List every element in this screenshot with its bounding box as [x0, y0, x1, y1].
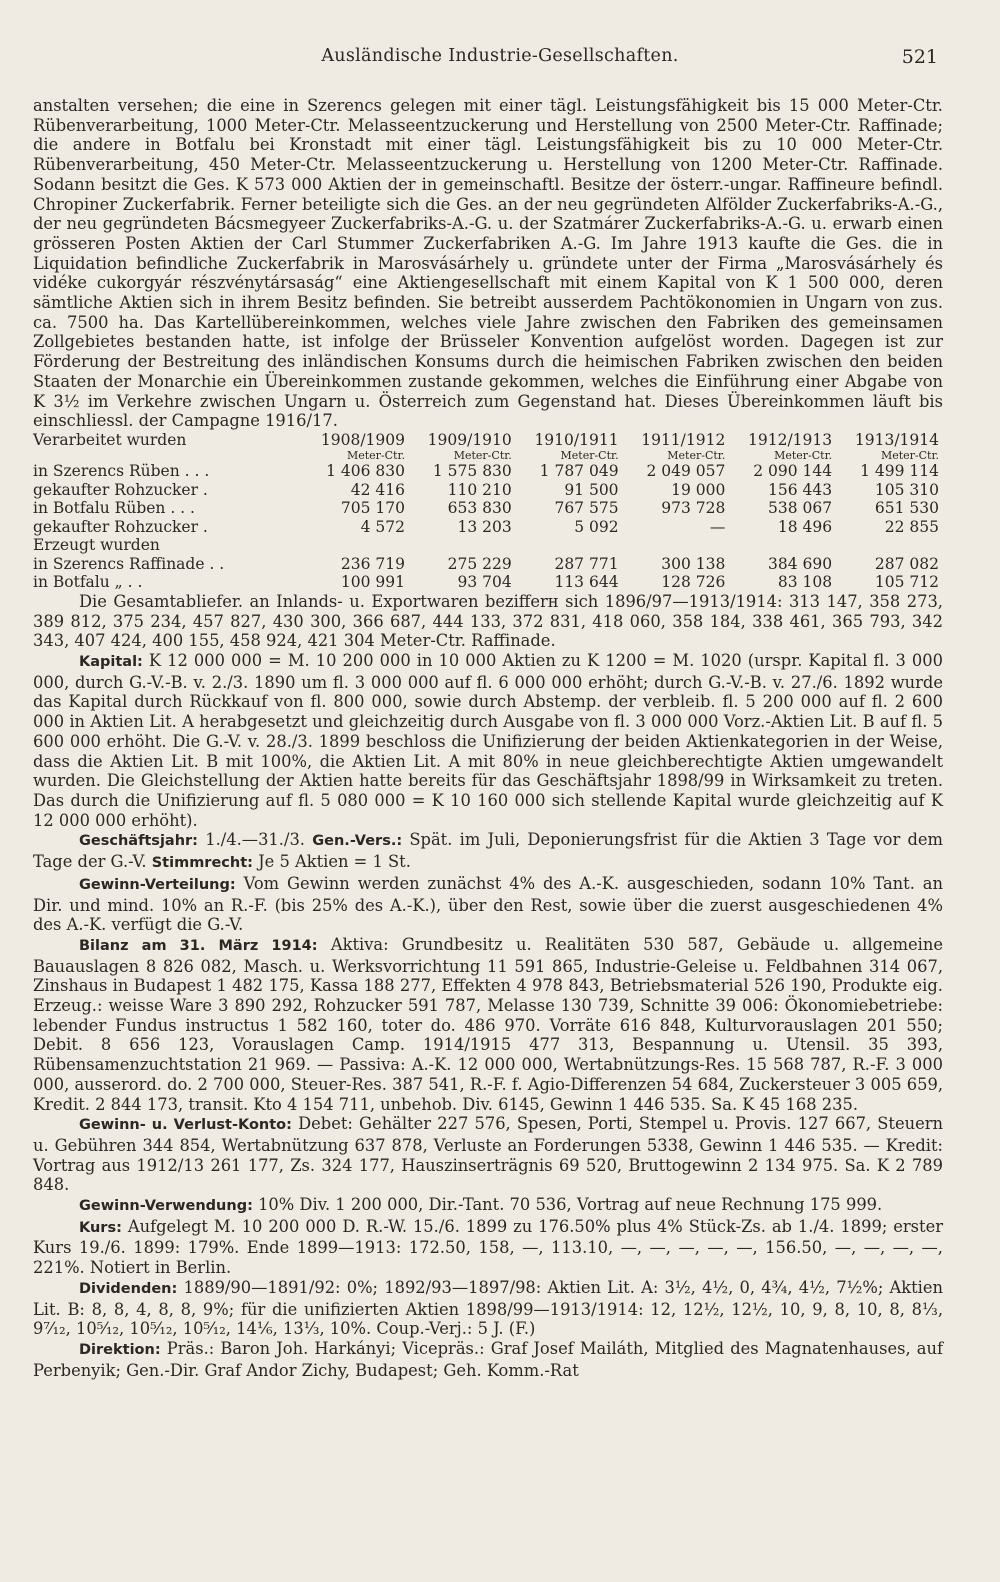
section-text: Debet: Gehälter 227 576, Spesen, Porti, Stempel u. Provis. 127 667, Steuern u. Gebühren 344 854, Wertabnützung 637 878, Verluste an Forderungen 5338, Gewinn 1 446 535. — Kredit: Vortrag aus 1912/13 261 177, Zs. 324 177, Hauszinserträgnis 69 520, Bruttogewinn 2 134 975. Sa. K 2 789 848. [33, 1114, 943, 1195]
running-title: Ausländische Industrie-Gesellschaften. [321, 46, 679, 66]
section-paragraph [33, 874, 943, 935]
table-header-row [33, 431, 943, 450]
table-cell: 110 210 [447, 480, 512, 499]
page-header [0, 46, 1000, 76]
row-label: gekaufter Rohzucker . [33, 517, 208, 536]
section-label: Gewinn-Verwendung: [79, 1198, 253, 1215]
year-header: 1913/1914 [854, 430, 939, 449]
table-cell: 19 000 [671, 480, 726, 499]
table-cell: 18 496 [777, 517, 833, 536]
section-paragraph [33, 1217, 943, 1278]
table-cell: 113 644 [554, 573, 619, 592]
section-text: Aufgelegt M. 10 200 000 D. R.-W. 15./6. 1899 zu 176.50% plus 4% Stück-Zs. ab 1./4. 1899; erster Kurs 19./6. 1899: 179%. Ende 1899—1913: 172.50, 158, —, 113.10, —, —, —, —, —, 156.50, —, —, —, —, 221%. Notiert in Berlin. [33, 1216, 943, 1278]
table-cell: 100 991 [340, 573, 405, 592]
table-cell: 300 138 [661, 554, 726, 573]
table-cell: 287 082 [874, 554, 939, 573]
unit-label: Meter-Ctr. [560, 449, 619, 463]
section-paragraph [33, 935, 943, 1114]
section-label: Geschäftsjahr: [79, 833, 198, 850]
row-label: in Botfalu Rüben . . . [33, 499, 195, 518]
table-subheading: Erzeugt wurden [33, 536, 160, 555]
table-row [33, 462, 943, 481]
year-header: 1908/1909 [320, 430, 405, 449]
production-table [33, 431, 943, 592]
table-cell: 1 499 114 [860, 462, 939, 481]
intro-paragraph: anstalten versehen; die eine in Szerencs gelegen mit einer tägl. Leistungsfähigkeit bis 15 000 Meter-Ctr. Rübenverarbeitung, 1000 Meter-Ctr. Melasseentzuckerung und Herstellung von 2500 Meter-Ctr. Raffinade; die andere in Botfalu bei Kronstadt mit einer tägl. Leistungsfähigkeit bis zu 10 000 Meter-Ctr. Rübenverarbeitung, 450 Meter-Ctr. Melasseentzuckerung u. Herstellung von 1200 Meter-Ctr. Raffinade. Sodann besitzt die Ges. K 573 000 Aktien der in gemeinschaftl. Besitze der österr.-ungar. Raffineure befindl. Chropiner Zuckerfabrik. Ferner beteiligte sich die Ges. an der neu gegründeten Alfölder Zuckerfabriks-A.-G., der neu gegründeten Bácsmegyeer Zuckerfabriks-A.-G. u. der Szatmárer Zuckerfabriks-A.-G. u. erwarb einen grösseren Posten Aktien der Carl Stummer Zuckerfabriken A.-G. Im Jahre 1913 kaufte die Ges. die in Liquidation befindliche Zuckerfabrik in Marosvásárhely u. gründete unter der Firma „Marosvásárhely és vidéke cukorgyár részvénytársaság“ eine Aktiengesellschaft mit einem Kapital von K 1 500 000, deren sämtliche Aktien sich in ihrem Besitz befinden. Sie betreibt ausserdem Pachtökonomien in Ungarn von zus. ca. 7500 ha. Das Kartellübereinkommen, welches viele Jahre zwischen den Fabriken des gemeinsamen Zollgebietes bestanden hatte, ist infolge der Brüsseler Konvention aufgelöst worden. Dagegen ist zur Förderung der Bestreitung des inländischen Konsums durch die heimischen Fabriken zwischen den beiden Staaten der Monarchie ein Übereinkommen zustande gekommen, welches die Einführung einer Abgabe von K 3½ im Verkehre zwischen Ungarn u. Österreich zum Gegenstand hat. Dieses Übereinkommen läuft bis einschliessl. der Campagne 1916/17. [33, 96, 943, 431]
table-cell: 13 203 [457, 517, 512, 536]
section-text: 1./4.—31./3. [197, 830, 313, 850]
table-cell: 236 719 [340, 554, 405, 573]
table-cell: 767 575 [554, 499, 619, 518]
unit-label: Meter-Ctr. [346, 449, 405, 463]
section-label: Direktion: [79, 1341, 161, 1358]
section-text: 10% Div. 1 200 000, Dir.-Tant. 70 536, Vortrag auf neue Rechnung 175 999. [252, 1195, 883, 1215]
section-text: Je 5 Aktien = 1 St. [252, 852, 411, 872]
table-cell: 42 416 [350, 480, 405, 499]
section-text: Spät. im Juli, Deponierungsfrist für die Aktien 3 Tage vor dem Tage der G.-V. [33, 830, 943, 872]
section-text: Vom Gewinn werden zunächst 4% des A.-K. ausgeschieden, sodann 10% Tant. an Dir. und mind. 10% an R.-F. (bis 25% des A.-K.), über den Rest, sowie über die zuerst ausgeschiedenen 4% des A.-K. verfügt die G.-V. [33, 873, 943, 935]
row-label: in Szerencs Raffinade . . [33, 554, 225, 573]
table-cell: 2 090 144 [753, 462, 833, 481]
section-paragraph [33, 1278, 943, 1339]
section-text: Präs.: Baron Joh. Harkányi; Vicepräs.: Graf Josef Mailáth, Mitglied des Magnatenhauses, auf Perbenyik; Gen.-Dir. Graf Andor Zichy, Budapest; Geh. Komm.-Rat [33, 1338, 943, 1380]
table-subheading-row [33, 536, 943, 555]
table-cell: 4 572 [360, 517, 405, 536]
unit-spacer [33, 449, 302, 462]
table-cell: 5 092 [574, 517, 619, 536]
row-label: in Botfalu „ . . [33, 573, 143, 592]
table-cell: 653 830 [447, 499, 512, 518]
page-body [33, 96, 943, 1380]
table-cell: 22 855 [884, 517, 939, 536]
table-cell: 91 500 [564, 480, 619, 499]
section-label: Kurs: [79, 1219, 122, 1236]
section-label: Dividenden: [79, 1280, 178, 1297]
table-cell: 973 728 [661, 499, 726, 518]
year-header: 1912/1913 [748, 430, 833, 449]
table-row [33, 518, 943, 537]
year-header: 1909/1910 [427, 430, 512, 449]
unit-label: Meter-Ctr. [667, 449, 726, 463]
deliveries-paragraph: Die Gesamtabliefer. an Inlands- u. Exportwaren bezifferн sich 1896/97—1913/1914: 313 147, 358 273, 389 812, 375 234, 457 827, 430 300, 366 687, 444 133, 372 831, 418 060, 358 184, 338 461, 365 793, 342 343, 407 424, 400 155, 458 924, 421 304 Meter-Ctr. Raffinade. [33, 591, 943, 651]
table-cell: 128 726 [661, 573, 726, 592]
section-text: 1889/90—1891/92: 0%; 1892/93—1897/98: Aktien Lit. A: 3½, 4½, 0, 4¾, 4½, 7½%; Aktien Lit. B: 8, 8, 4, 8, 8, 9%; für die unifizierten Aktien 1898/99—1913/1914: 12, 12½, 12½, 10, 9, 8, 10, 8, 8⅓, 9⁷⁄₁₂, 10⁵⁄₁₂, 10⁵⁄₁₂, 10⁵⁄₁₂, 14⅙, 13⅓, 10%. Coup.-Verj.: 5 J. (F.) [33, 1277, 943, 1339]
table-cell: 105 712 [874, 573, 939, 592]
section-label: Gewinn- u. Verlust-Konto: [79, 1117, 292, 1134]
section-paragraph [33, 651, 943, 830]
table-cell: 105 310 [874, 480, 939, 499]
table-cell: 538 067 [768, 499, 833, 518]
table-cell: 2 049 057 [646, 462, 726, 481]
table-cell: 156 443 [768, 480, 833, 499]
table-row [33, 499, 943, 518]
sections [33, 651, 943, 1380]
section-label: Kapital: [79, 654, 143, 671]
table-cell: 1 787 049 [539, 462, 619, 481]
unit-label: Meter-Ctr. [880, 449, 939, 463]
section-label: Gen.-Vers.: [312, 833, 403, 850]
section-label: Stimmrecht: [151, 855, 253, 872]
table-row [33, 573, 943, 592]
table-cell: 287 771 [554, 554, 619, 573]
unit-label: Meter-Ctr. [774, 449, 833, 463]
table-cell: 1 575 830 [432, 462, 512, 481]
table-row [33, 555, 943, 574]
table-cell: — [709, 517, 726, 536]
section-paragraph [33, 1195, 943, 1217]
section-text: Aktiva: Grundbesitz u. Realitäten 530 587, Gebäude u. allgemeine Bauauslagen 8 826 082, Masch. u. Werksvorrichtung 11 591 865, Industrie-Geleise u. Feldbahnen 314 067, Zinshaus in Budapest 1 482 175, Kassa 188 277, Effekten 4 978 843, Betriebsmaterial 526 190, Produkte eig. Erzeug.: weisse Ware 3 890 292, Rohzucker 591 787, Melasse 130 739, Schnitte 39 006: Ökonomiebetriebe: lebender Fundus instructus 1 582 160, toter do. 486 970. Vorräte 616 848, Kulturvorauslagen 201 550; Debit. 8 656 123, Vorauslagen Camp. 1914/1915 477 313, Bespannung u. Utensil. 35 393, Rübensamenzuchtstation 21 969. — Passiva: A.-K. 12 000 000, Wertabnützungs-Res. 15 568 787, R.-F. 3 000 000, ausserord. do. 2 700 000, Steuer-Res. 387 541, R.-F. f. Agio-Differenzen 54 684, Zuckersteuer 3 005 659, Kredit. 2 844 173, transit. Kto 4 154 711, unbehob. Div. 6145, Gewinn 1 446 535. Sa. K 45 168 235. [33, 934, 943, 1114]
section-paragraph [33, 1114, 943, 1195]
section-paragraph [33, 1339, 943, 1380]
table-row [33, 481, 943, 500]
year-header: 1911/1912 [641, 430, 726, 449]
section-label: Gewinn-Verteilung: [79, 876, 236, 893]
section-text: K 12 000 000 = M. 10 200 000 in 10 000 Aktien zu K 1200 = M. 1020 (urspr. Kapital fl. 3 000 000, durch G.-V.-B. v. 2./3. 1890 um fl. 3 000 000 auf fl. 6 000 000 erhöht; durch G.-V.-B. v. 27./6. 1892 wurde das Kapital durch Rückkauf von fl. 800 000, sowie durch Abstemp. der verbleib. fl. 5 200 000 auf fl. 2 600 000 in Aktien Lit. A herabgesetzt und gleichzeitig durch Ausgabe von fl. 3 000 000 Vorz.-Aktien Lit. B auf fl. 5 600 000 erhöht. Die G.-V. v. 28./3. 1899 beschloss die Unifizierung der beiden Aktienkategorien in der Weise, dass die Aktien Lit. B mit 100%, die Aktien Lit. A mit 80% in neue gleichberechtigte Aktien umgewandelt wurden. Die Gleichstellung der Aktien hatte bereits für das Geschäftsjahr 1898/99 in Wirksamkeit zu treten. Das durch die Unifizierung auf fl. 5 080 000 = K 10 160 000 sich stellende Kapital wurde gleichzeitig auf K 12 000 000 erhöht). [33, 651, 943, 830]
table-cell: 705 170 [340, 499, 405, 518]
table-cell: 1 406 830 [326, 462, 405, 481]
table-cell: 651 530 [874, 499, 939, 518]
table-cell: 384 690 [768, 554, 833, 573]
table-heading: Verarbeitet wurden [33, 430, 187, 449]
year-header: 1910/1911 [534, 430, 619, 449]
page-number: 521 [901, 46, 938, 68]
unit-label: Meter-Ctr. [453, 449, 512, 463]
table-cell: 93 704 [457, 573, 512, 592]
row-label: gekaufter Rohzucker . [33, 480, 208, 499]
row-label: in Szerencs Rüben . . . [33, 462, 210, 481]
section-label: Bilanz am 31. März 1914: [79, 937, 318, 954]
table-cell: 275 229 [447, 554, 512, 573]
section-paragraph [33, 830, 943, 873]
table-cell: 83 108 [777, 573, 833, 592]
unit-row [33, 449, 943, 462]
